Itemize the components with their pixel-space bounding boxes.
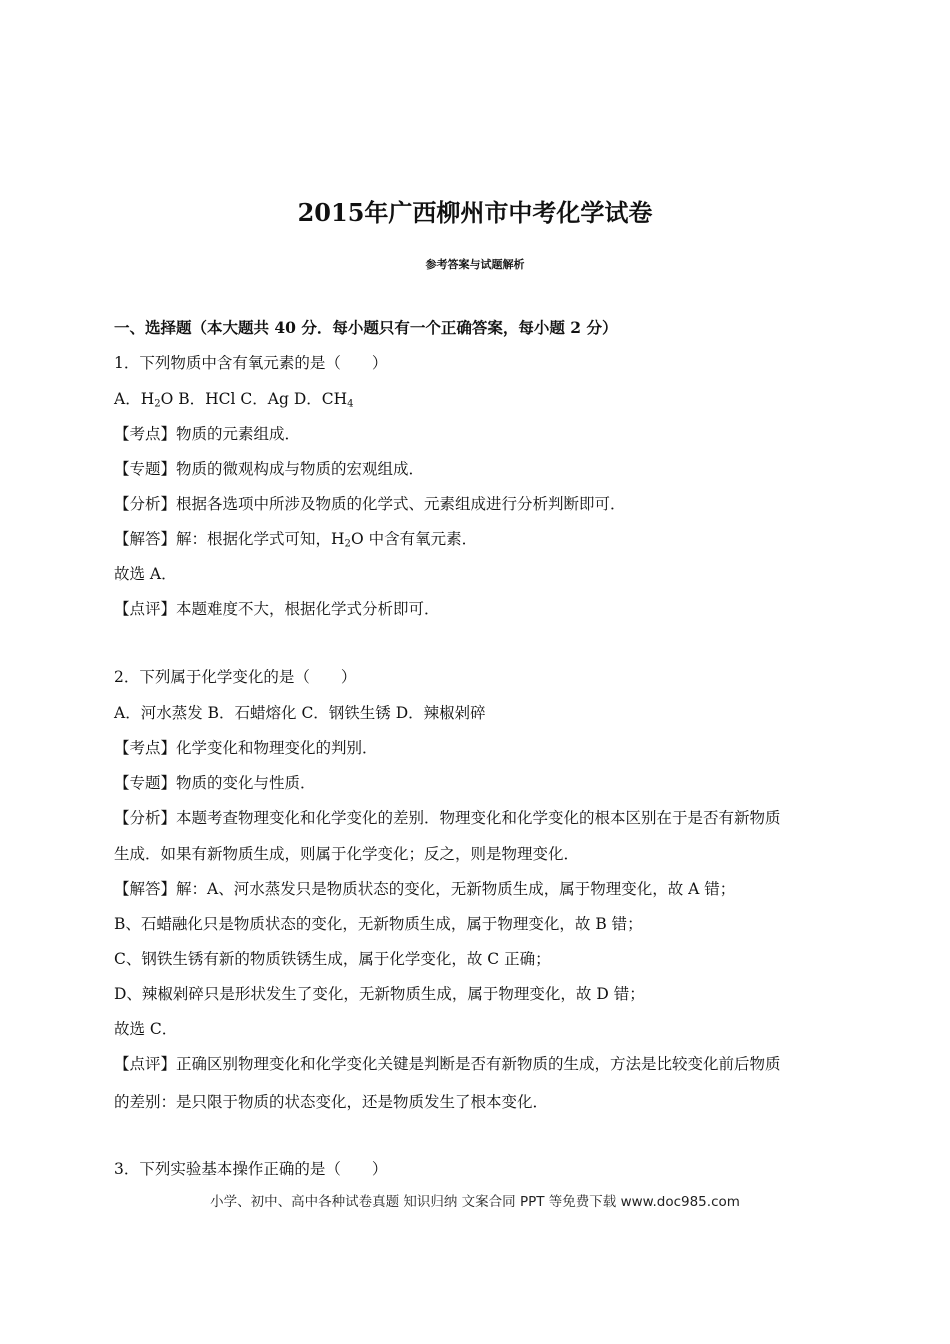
- document-subtitle: 参考答案与试题解析: [425, 258, 525, 271]
- page-footer: 小学、初中、高中各种试卷真题 知识归纳 文案合同 PPT 等免费下载 www.doc985.com: [210, 1194, 740, 1210]
- q2-dianping-line1: 【点评】正确区别物理变化和化学变化关键是判断是否有新物质的生成，方法是比较变化前后物质: [114, 1055, 781, 1073]
- q2-zhuanti: 【专题】物质的变化与性质．: [114, 774, 316, 792]
- q1-options-part1: A．H: [114, 390, 155, 408]
- q1-jieda-sub: 2: [344, 538, 351, 550]
- q2-kaodian: 【考点】化学变化和物理变化的判别．: [114, 739, 378, 757]
- q1-jieda-part2: O 中含有氧元素．: [350, 530, 478, 548]
- q1-answer: 故选 A．: [114, 565, 177, 583]
- q1-options: [114, 389, 354, 415]
- q2-jieda-b: B、石蜡融化只是物质状态的变化，无新物质生成，属于物理变化，故 B 错；: [114, 915, 643, 933]
- q1-stem: 1．下列物质中含有氧元素的是（ ）: [114, 354, 388, 372]
- q1-options-sub-a: 2: [154, 398, 161, 410]
- q1-options-sub-d: 4: [347, 398, 354, 410]
- q2-jieda-d: D、辣椒剁碎只是形状发生了变化，无新物质生成，属于物理变化，故 D 错；: [114, 985, 645, 1003]
- q2-jieda-a: 【解答】解：A、河水蒸发只是物质状态的变化，无新物质生成，属于物理变化，故 A 错；: [114, 880, 736, 898]
- q2-fenxi-line2: 生成．如果有新物质生成，则属于化学变化；反之，则是物理变化．: [114, 845, 580, 863]
- section-heading: 一、选择题（本大题共 40 分．每小题只有一个正确答案，每小题 2 分）: [114, 318, 618, 337]
- q1-zhuanti: 【专题】物质的微观构成与物质的宏观组成．: [114, 460, 425, 478]
- q1-kaodian: 【考点】物质的元素组成．: [114, 425, 301, 443]
- q2-stem: 2．下列属于化学变化的是（ ）: [114, 668, 357, 686]
- q2-answer: 故选 C．: [114, 1020, 178, 1038]
- q1-options-part2: O B．HCl C．Ag D．CH: [160, 390, 348, 408]
- q1-jieda: [114, 529, 477, 555]
- q2-jieda-c: C、钢铁生锈有新的物质铁锈生成，属于化学变化，故 C 正确；: [114, 950, 551, 968]
- q3-stem: 3．下列实验基本操作正确的是（ ）: [114, 1160, 388, 1178]
- q2-options: A．河水蒸发 B．石蜡熔化 C．钢铁生锈 D．辣椒剁碎: [114, 704, 486, 722]
- q1-fenxi: 【分析】根据各选项中所涉及物质的化学式、元素组成进行分析判断即可．: [114, 495, 626, 513]
- q2-fenxi-line1: 【分析】本题考查物理变化和化学变化的差别．物理变化和化学变化的根本区别在于是否有新物质: [114, 809, 781, 827]
- q1-jieda-part1: 【解答】解：根据化学式可知，H: [114, 530, 345, 548]
- q1-dianping: 【点评】本题难度不大，根据化学式分析即可．: [114, 600, 440, 618]
- q2-dianping-line2: 的差别：是只限于物质的状态变化，还是物质发生了根本变化．: [114, 1093, 549, 1111]
- document-title: 2015年广西柳州市中考化学试卷: [297, 198, 653, 227]
